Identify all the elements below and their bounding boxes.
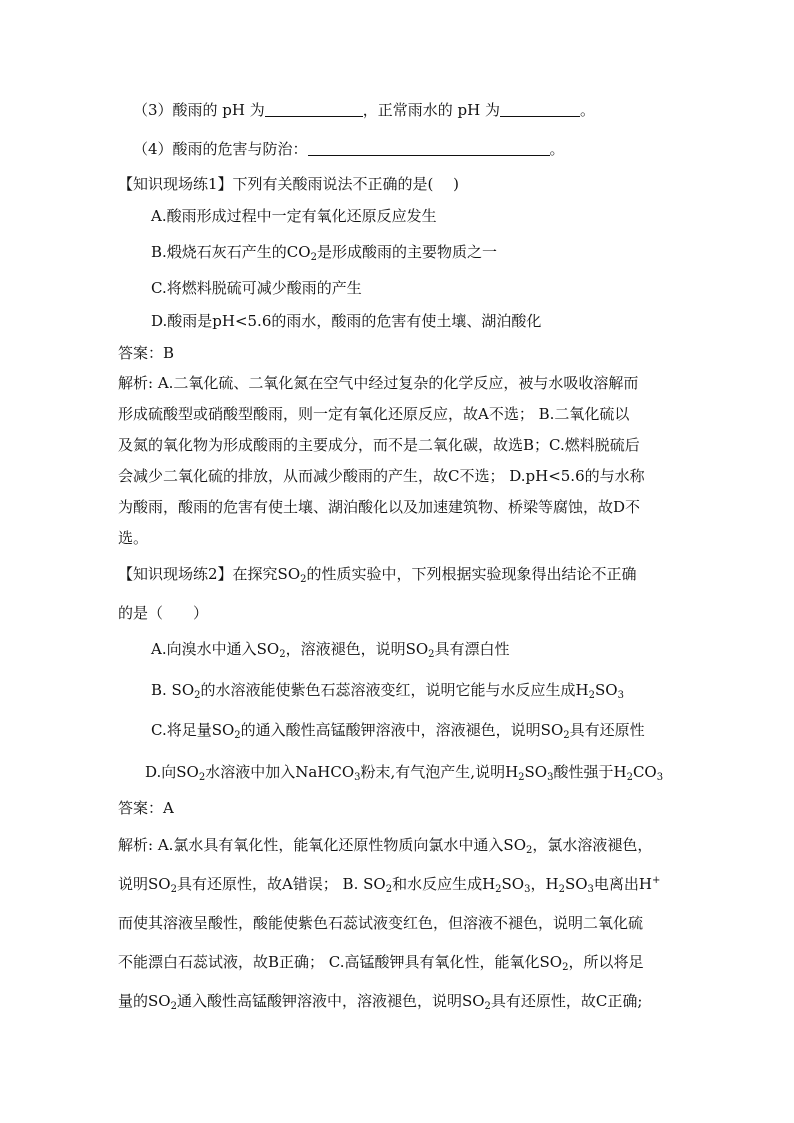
p1-ob-pre: B.煅烧石灰石产生的CO bbox=[151, 243, 311, 261]
practice1-option-b bbox=[151, 241, 497, 263]
subscript: 3 bbox=[547, 772, 554, 783]
practice1-option-d: D.酸雨是pH<5.6的雨水，酸雨的危害有使土壤、湖泊酸化 bbox=[151, 312, 542, 330]
q4-blank-harm-prevention[interactable] bbox=[308, 141, 550, 156]
practice2-option-d bbox=[145, 761, 663, 783]
subscript: 2 bbox=[170, 884, 177, 895]
practice2-analysis-line bbox=[118, 873, 660, 895]
practice2-analysis-line bbox=[118, 834, 652, 856]
subscript: 2 bbox=[234, 730, 241, 741]
p1-ob-post: 是形成酸雨的主要物质之一 bbox=[316, 243, 497, 261]
q3-text-a: （3）酸雨的 pH 为 bbox=[133, 101, 265, 119]
text: SO bbox=[524, 763, 548, 781]
subscript: 2 bbox=[279, 649, 286, 660]
subscript: 2 bbox=[198, 772, 206, 783]
text: 的水溶液能使紫色石蕊溶液变红，说明它能与水反应生成H bbox=[200, 681, 589, 699]
text: ，氯水溶液褪色， bbox=[532, 836, 653, 854]
superscript: + bbox=[652, 875, 661, 886]
text: 粉末,有气泡产生,说明H bbox=[360, 763, 519, 781]
practice2-analysis-line bbox=[118, 990, 642, 1012]
subscript: 2 bbox=[563, 730, 570, 741]
practice2-option-a bbox=[151, 638, 510, 660]
subscript: 2 bbox=[170, 1001, 177, 1012]
q3-blank-acid-rain-ph[interactable] bbox=[265, 102, 363, 117]
practice2-answer: 答案：A bbox=[118, 799, 174, 817]
text: ，H bbox=[530, 875, 559, 893]
q4-text-b: 。 bbox=[549, 140, 565, 158]
text: 水溶液中加入NaHCO bbox=[205, 763, 355, 781]
practice1-analysis-line: 为酸雨，酸雨的危害有使土壤、湖泊酸化以及加速建筑物、桥梁等腐蚀，故D不 bbox=[118, 498, 641, 516]
subscript: 2 bbox=[558, 884, 565, 895]
subscript: 2 bbox=[385, 884, 393, 895]
q3-blank-normal-rain-ph[interactable] bbox=[500, 102, 580, 117]
subscript: 3 bbox=[587, 884, 594, 895]
practice1-option-a: A.酸雨形成过程中一定有氧化还原反应发生 bbox=[151, 207, 437, 225]
q3-text-b: ，正常雨水的 pH 为 bbox=[362, 101, 500, 119]
question-3 bbox=[133, 99, 595, 121]
text: C.将足量SO bbox=[151, 721, 235, 739]
text: SO bbox=[594, 681, 618, 699]
subscript: 2 bbox=[428, 649, 435, 660]
subscript: 2 bbox=[194, 690, 201, 701]
q4-text-a: （4）酸雨的危害与防治： bbox=[133, 140, 308, 158]
p2-stem-pre: 【知识现场练2】在探究SO bbox=[118, 565, 301, 583]
practice1-analysis-line: 及氮的氧化物为形成酸雨的主要成分，而不是二氧化碳，故选B；C.燃料脱硫后 bbox=[118, 436, 640, 454]
practice1-analysis-line: 会减少二氧化硫的排放，从而减少酸雨的产生，故C不选； D.pH<5.6的与水称 bbox=[118, 467, 645, 485]
text: SO bbox=[564, 875, 588, 893]
subscript: 2 bbox=[484, 1001, 491, 1012]
practice1-answer: 答案：B bbox=[118, 344, 175, 362]
text: 不能漂白石蕊试液，故B正确； C.高锰酸钾具有氧化性，能氧化SO bbox=[118, 953, 563, 971]
p2-stem-post: 的性质实验中，下列根据实验现象得出结论不正确 bbox=[306, 565, 637, 583]
subscript: 2 bbox=[495, 884, 502, 895]
practice2-option-b bbox=[151, 679, 624, 701]
subscript: 2 bbox=[300, 574, 307, 585]
practice1-option-c: C.将燃料脱硫可减少酸雨的产生 bbox=[151, 279, 362, 297]
text: 解析: A.氯水具有氧化性，能氧化还原性物质向氯水中通入SO bbox=[118, 836, 526, 854]
text: ，所以将足 bbox=[568, 953, 644, 971]
practice1-analysis-line: 选。 bbox=[118, 529, 149, 547]
question-4 bbox=[133, 138, 565, 160]
subscript: 2 bbox=[526, 845, 533, 856]
text: A.向溴水中通入SO bbox=[151, 640, 280, 658]
subscript: 3 bbox=[354, 772, 361, 783]
text: 通入酸性高锰酸钾溶液中，溶液褪色，说明SO bbox=[176, 992, 485, 1010]
q3-text-c: 。 bbox=[580, 101, 596, 119]
text: ，溶液褪色，说明SO bbox=[285, 640, 429, 658]
p1-ob-sub: 2 bbox=[310, 252, 317, 263]
subscript: 2 bbox=[518, 772, 525, 783]
subscript: 2 bbox=[626, 772, 633, 783]
practice2-analysis-line bbox=[118, 951, 643, 973]
subscript: 3 bbox=[524, 884, 531, 895]
subscript: 2 bbox=[588, 690, 595, 701]
text: 电离出H bbox=[593, 875, 652, 893]
text: SO bbox=[501, 875, 525, 893]
text: 和水反应生成H bbox=[392, 875, 496, 893]
text: 说明SO bbox=[118, 875, 171, 893]
text: 酸性强于H bbox=[553, 763, 627, 781]
practice2-stem-line1 bbox=[118, 563, 637, 585]
practice2-analysis-line: 而使其溶液呈酸性，酸能使紫色石蕊试液变红色，但溶液不褪色，说明二氧化硫 bbox=[118, 914, 644, 932]
practice1-analysis-line: 形成硫酸型或硝酸型酸雨，则一定有氧化还原反应，故A不选； B.二氧化硫以 bbox=[118, 405, 630, 423]
text: 具有还原性，故C正确; bbox=[490, 992, 643, 1010]
subscript: 3 bbox=[656, 772, 664, 783]
subscript: 2 bbox=[562, 962, 569, 973]
practice1-analysis-line: 解析: A.二氧化硫、二氧化氮在空气中经过复杂的化学反应，被与水吸收溶解而 bbox=[118, 374, 639, 392]
text: CO bbox=[632, 763, 657, 781]
practice2-option-c bbox=[151, 719, 645, 741]
text: 具有还原性，故A错误； B. SO bbox=[176, 875, 386, 893]
practice2-stem-line2: 的是（ ） bbox=[118, 604, 209, 622]
text: 具有漂白性 bbox=[434, 640, 510, 658]
text: 的通入酸性高锰酸钾溶液中，溶液褪色，说明SO bbox=[240, 721, 564, 739]
subscript: 3 bbox=[617, 690, 624, 701]
text: 具有还原性 bbox=[569, 721, 645, 739]
text: D.向SO bbox=[145, 763, 199, 781]
text: 量的SO bbox=[118, 992, 171, 1010]
text: B. SO bbox=[151, 681, 195, 699]
practice1-stem: 【知识现场练1】下列有关酸雨说法不正确的是( ) bbox=[118, 175, 460, 193]
